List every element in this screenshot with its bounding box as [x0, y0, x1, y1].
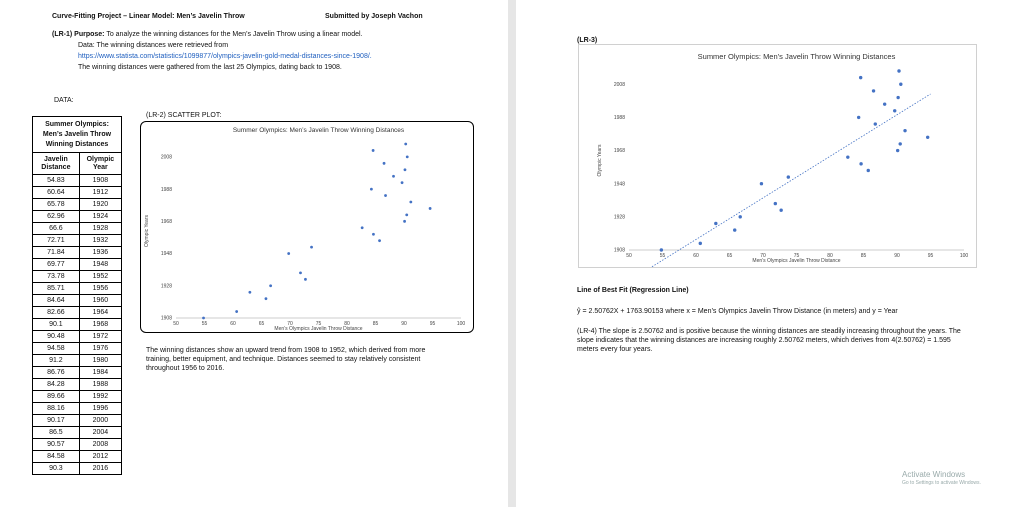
data-point [361, 226, 364, 229]
data-point [299, 271, 302, 274]
y-tick-label: 1948 [160, 251, 172, 258]
cell-year: 1924 [79, 211, 121, 223]
data-point [859, 76, 862, 79]
cell-year: 1980 [79, 355, 121, 367]
best-fit-heading: Line of Best Fit (Regression Line) [577, 287, 689, 294]
col-header-distance: Javelin Distance [33, 153, 80, 175]
cell-year: 1984 [79, 367, 121, 379]
cell-distance: 84.64 [33, 295, 80, 307]
cell-distance: 54.83 [33, 175, 80, 187]
purpose-text: To analyze the winning distances for the Men’s Javelin Throw using a linear model. [106, 31, 363, 38]
data-point [760, 182, 763, 185]
scatter-label: (LR-2) SCATTER PLOT: [146, 112, 222, 119]
table-row [33, 463, 122, 475]
data-point [774, 202, 777, 205]
data-point [897, 69, 900, 72]
table-row [33, 271, 122, 283]
cell-distance: 84.28 [33, 379, 80, 391]
lr3-label: (LR-3) [577, 37, 598, 44]
cell-year: 2008 [79, 439, 121, 451]
x-tick-label: 95 [429, 321, 436, 327]
table-row [33, 331, 122, 343]
data-point [405, 213, 408, 216]
cell-year: 1960 [79, 295, 121, 307]
cell-distance: 73.78 [33, 271, 80, 283]
table-row [33, 187, 122, 199]
data-point [403, 220, 406, 223]
cell-year: 2004 [79, 427, 121, 439]
data-point [859, 162, 862, 165]
regression-chart-frame [578, 44, 977, 268]
purpose-label: (LR-1) Purpose: [52, 31, 105, 38]
data-point [903, 129, 906, 132]
cell-distance: 90.57 [33, 439, 80, 451]
cell-distance: 88.16 [33, 403, 80, 415]
scatter-chart [141, 122, 473, 332]
data-point [310, 246, 313, 249]
table-row [33, 451, 122, 463]
y-tick-label: 2008 [160, 154, 172, 161]
table-row [33, 211, 122, 223]
data-point [269, 284, 272, 287]
cell-year: 1928 [79, 223, 121, 235]
cell-distance: 85.71 [33, 283, 80, 295]
x-tick-label: 90 [894, 253, 900, 259]
data-point [372, 149, 375, 152]
data-point [867, 169, 870, 172]
cell-distance: 66.6 [33, 223, 80, 235]
data-point [304, 278, 307, 281]
data-point [926, 136, 929, 139]
cell-distance: 82.66 [33, 307, 80, 319]
table-row [33, 295, 122, 307]
trend-line [629, 94, 931, 267]
cell-distance: 60.64 [33, 187, 80, 199]
cell-year: 1972 [79, 331, 121, 343]
data-point [899, 83, 902, 86]
x-tick-label: 55 [659, 253, 666, 259]
cell-year: 1908 [79, 175, 121, 187]
table-row [33, 259, 122, 271]
cell-year: 1912 [79, 187, 121, 199]
data-point [779, 209, 782, 212]
table-title: Summer Olympics: Men’s Javelin Throw Winning Distances [33, 117, 122, 153]
y-tick-label: 1908 [160, 315, 172, 322]
x-tick-label: 75 [315, 321, 322, 327]
data-point [392, 175, 395, 178]
x-tick-label: 55 [201, 321, 208, 327]
table-row [33, 391, 122, 403]
data-point [202, 317, 205, 320]
y-tick-label: 1928 [160, 283, 172, 290]
cell-year: 2016 [79, 463, 121, 475]
x-tick-label: 85 [372, 321, 379, 327]
cell-distance: 84.58 [33, 451, 80, 463]
y-tick-label: 1968 [613, 148, 625, 155]
table-row [33, 247, 122, 259]
cell-year: 1932 [79, 235, 121, 247]
document-page-right [516, 0, 1024, 507]
data-point [406, 155, 409, 158]
data-point [896, 149, 899, 152]
table-row [33, 403, 122, 415]
data-point [404, 168, 407, 171]
col-header-year: Olympic Year [79, 153, 121, 175]
cell-year: 1968 [79, 319, 121, 331]
data-point [287, 252, 290, 255]
table-row [33, 199, 122, 211]
x-tick-label: 80 [344, 321, 350, 327]
table-row [33, 307, 122, 319]
cell-year: 2000 [79, 415, 121, 427]
cell-distance: 72.71 [33, 235, 80, 247]
table-row [33, 283, 122, 295]
cell-distance: 90.48 [33, 331, 80, 343]
data-label: DATA: [54, 97, 74, 104]
y-tick-label: 1988 [613, 115, 625, 122]
cell-distance: 62.96 [33, 211, 80, 223]
slope-explanation: (LR-4) The slope is 2.50762 and is positive because the winning distances are steadily increasing throughout the years. The slope indicates that the winning distances are increasing roughly 2.50762 meters, which derives from 4(2.50762) = 1.595 meters every four years. [577, 328, 961, 353]
data-point [872, 89, 875, 92]
data-point [401, 181, 404, 184]
observation-text: The winning distances show an upward trend from 1908 to 1952, which derived from more training, better equipment, and technique. Distances seemed to stay relatively consistent throughout 1956 to 2016. [146, 347, 426, 372]
cell-year: 1952 [79, 271, 121, 283]
data-point [378, 239, 381, 242]
data-point [787, 175, 790, 178]
data-source: Data: The winning distances were retrieved from [78, 42, 229, 49]
cell-year: 1948 [79, 259, 121, 271]
cell-distance: 94.58 [33, 343, 80, 355]
data-point [896, 96, 899, 99]
data-url-link[interactable]: https://www.statista.com/statistics/1099877/olympics-javelin-gold-medal-distances-since-1908/. [78, 53, 372, 60]
table-row [33, 343, 122, 355]
cell-distance: 90.3 [33, 463, 80, 475]
y-tick-label: 1948 [613, 181, 625, 188]
purpose-line [52, 30, 363, 39]
data-point [883, 102, 886, 105]
cell-distance: 69.77 [33, 259, 80, 271]
y-tick-label: 1928 [613, 214, 625, 221]
x-tick-label: 80 [827, 253, 833, 259]
x-axis-label: Men’s Olympics Javelin Throw Distance [274, 326, 363, 332]
data-point [739, 215, 742, 218]
data-point [235, 310, 238, 313]
chart-title: Summer Olympics: Men’s Javelin Throw Winning Distances [697, 52, 896, 61]
x-tick-label: 50 [173, 321, 179, 327]
data-point [404, 143, 407, 146]
table-row [33, 427, 122, 439]
cell-distance: 91.2 [33, 355, 80, 367]
cell-distance: 89.66 [33, 391, 80, 403]
data-point [265, 297, 268, 300]
data-span: The winning distances were gathered from the last 25 Olympics, dating back to 1908. [78, 64, 342, 71]
y-axis-label: Olympic Years [144, 215, 150, 247]
submitted-by: Submitted by Joseph Vachon [325, 13, 423, 20]
data-point [429, 207, 432, 210]
windows-watermark-sub: Go to Settings to activate Windows. [902, 480, 981, 486]
cell-year: 1988 [79, 379, 121, 391]
cell-year: 1920 [79, 199, 121, 211]
y-tick-label: 1988 [160, 186, 172, 193]
table-row [33, 379, 122, 391]
x-tick-label: 100 [456, 321, 466, 327]
cell-distance: 71.84 [33, 247, 80, 259]
cell-distance: 65.78 [33, 199, 80, 211]
table-row [33, 415, 122, 427]
cell-distance: 90.1 [33, 319, 80, 331]
regression-equation: ŷ = 2.50762X + 1763.90153 where x = Men’s Olympics Javelin Throw Distance (in meters) and y = Year [577, 308, 898, 315]
cell-year: 1964 [79, 307, 121, 319]
y-tick-label: 1968 [160, 219, 172, 225]
x-tick-label: 70 [760, 253, 766, 259]
cell-year: 1976 [79, 343, 121, 355]
data-point [370, 188, 373, 191]
cell-year: 1992 [79, 391, 121, 403]
data-point [372, 233, 375, 236]
table-row [33, 175, 122, 187]
data-table [32, 116, 122, 475]
header-title: Curve-Fitting Project – Linear Model: Men’s Javelin Throw [52, 13, 245, 20]
cell-year: 1996 [79, 403, 121, 415]
cell-distance: 86.5 [33, 427, 80, 439]
data-point [660, 248, 663, 251]
cell-year: 1936 [79, 247, 121, 259]
document-page-left [0, 0, 508, 507]
data-point [409, 201, 412, 204]
y-tick-label: 1908 [613, 247, 625, 254]
table-row [33, 235, 122, 247]
cell-distance: 86.76 [33, 367, 80, 379]
data-point [846, 155, 849, 158]
table-body [33, 175, 122, 475]
x-tick-label: 60 [230, 321, 236, 327]
data-point [248, 291, 251, 294]
cell-year: 1956 [79, 283, 121, 295]
table-row [33, 319, 122, 331]
data-point [699, 242, 702, 245]
x-axis-label: Men’s Olympics Javelin Throw Distance [752, 258, 841, 264]
x-tick-label: 75 [793, 253, 800, 259]
cell-year: 2012 [79, 451, 121, 463]
data-point [893, 109, 896, 112]
x-tick-label: 100 [959, 253, 969, 259]
x-tick-label: 85 [860, 253, 867, 259]
x-tick-label: 65 [258, 321, 265, 327]
data-point [384, 194, 387, 197]
data-point [733, 228, 736, 231]
scatter-chart-frame [140, 121, 474, 333]
x-tick-label: 95 [927, 253, 934, 259]
y-tick-label: 2008 [613, 81, 625, 88]
x-tick-label: 65 [726, 253, 733, 259]
table-row [33, 439, 122, 451]
x-tick-label: 90 [401, 321, 407, 327]
table-row [33, 367, 122, 379]
data-point [714, 222, 717, 225]
table-row [33, 355, 122, 367]
data-point [899, 142, 902, 145]
data-point [857, 116, 860, 119]
chart-title: Summer Olympics: Men’s Javelin Throw Winning Distances [232, 127, 405, 134]
table-row [33, 223, 122, 235]
y-axis-label: Olympic Years [597, 144, 603, 177]
regression-chart [579, 45, 976, 267]
cell-distance: 90.17 [33, 415, 80, 427]
x-tick-label: 60 [693, 253, 699, 259]
x-tick-label: 50 [626, 253, 632, 259]
windows-watermark-title: Activate Windows [902, 470, 966, 479]
x-tick-label: 70 [287, 321, 293, 327]
data-point [874, 122, 877, 125]
data-point [383, 162, 386, 165]
